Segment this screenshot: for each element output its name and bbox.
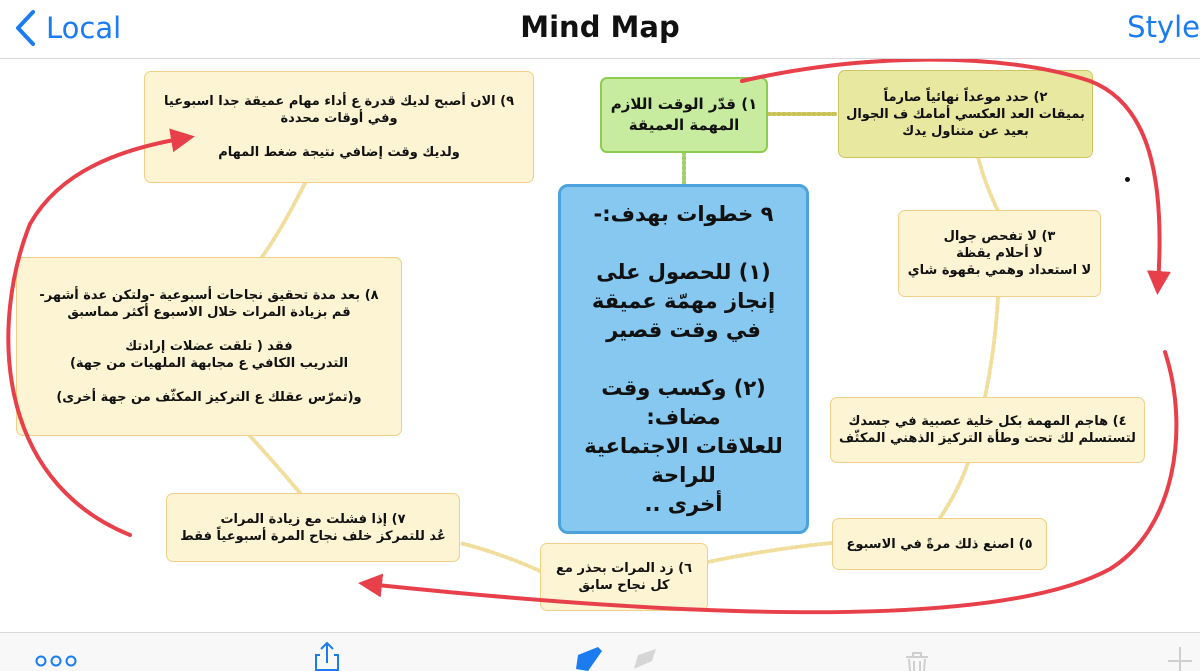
- chevron-left-icon: [14, 9, 36, 47]
- mindmap-node-5[interactable]: ٥) اصنع ذلك مرةً في الاسبوع: [832, 518, 1047, 570]
- mindmap-node-1[interactable]: ١) قدّر الوقت اللازم المهمة العميقة: [600, 77, 768, 153]
- more-button[interactable]: [34, 633, 82, 671]
- mindmap-node-8[interactable]: ٨) بعد مدة تحقيق نجاحات أسبوعية -ولتكن عدة أشهر- قم بزيادة المرات خلال الاسبوع أكثر مماسبق فقد ( تلقت عضلات إرادتك التدريب الكافي ع مجابهة الملهيات من جهة) و(تمرّس عقلك ع التركيز المكثّف من جهة أخرى): [16, 257, 402, 436]
- share-button[interactable]: [310, 633, 344, 671]
- connector-5-6: [708, 543, 832, 562]
- mindmap-node-6[interactable]: ٦) زد المرات بحذر مع كل نجاح سابق: [540, 543, 708, 611]
- connector-8-9: [262, 183, 305, 257]
- mindmap-node-7[interactable]: ٧) إذا فشلت مع زيادة المرات عُد للتمركز خلف نجاح المرة أسبوعياً فقط: [166, 493, 460, 562]
- center-node[interactable]: ٩ خطوات بهدف:- (١) للحصول على إنجاز مهمّة عميقة في وقت قصير (٢) وكسب وقت مضاف: للعلاقات الاجتماعية للراحة أخرى ..: [558, 184, 809, 534]
- more-icon: [34, 633, 82, 671]
- dot-mark: [1125, 177, 1130, 182]
- mindmap-node-3[interactable]: ٣) لا تفحص جوال لا أحلام يقظة لا استعداد وهمي بقهوة شاي: [898, 210, 1101, 297]
- navigation-bar: [0, 0, 1200, 59]
- style-button[interactable]: Style: [1127, 10, 1200, 44]
- mindmap-node-9[interactable]: ٩) الان أصبح لديك قدرة ع أداء مهام عميقة جدا اسبوعيا وفي أوقات محددة ولديك وقت إضافي نتيجة ضغط المهام: [144, 71, 534, 183]
- undo-button[interactable]: [626, 633, 662, 671]
- connector-3-4: [985, 297, 998, 397]
- trash-icon: [900, 633, 934, 671]
- connector-6-7: [460, 543, 540, 571]
- trash-button[interactable]: [900, 633, 934, 671]
- add-icon: [1162, 633, 1198, 671]
- page-title: Mind Map: [520, 10, 680, 44]
- connector-7-8: [250, 436, 300, 493]
- connector-2-3: [978, 157, 998, 211]
- undo-icon: [626, 633, 662, 671]
- connector-4-5: [940, 463, 968, 518]
- mindmap-canvas[interactable]: [0, 59, 1200, 632]
- bottom-toolbar: [0, 632, 1200, 671]
- back-button[interactable]: [14, 6, 121, 50]
- add-button[interactable]: [1162, 633, 1198, 671]
- mindmap-node-4[interactable]: ٤) هاجم المهمة بكل خلية عصبية في جسدك لتستسلم لك تحت وطأة التركيز الذهني المكثّف: [830, 397, 1145, 463]
- share-icon: [310, 633, 344, 671]
- pen-icon: [572, 633, 608, 671]
- back-label: Local: [46, 11, 122, 45]
- mindmap-node-2[interactable]: ٢) حدد موعداً نهائياً صارماً بميقات العد العكسي أمامك ف الجوال بعيد عن متناول يدك: [838, 70, 1093, 158]
- pen-button[interactable]: [572, 633, 608, 671]
